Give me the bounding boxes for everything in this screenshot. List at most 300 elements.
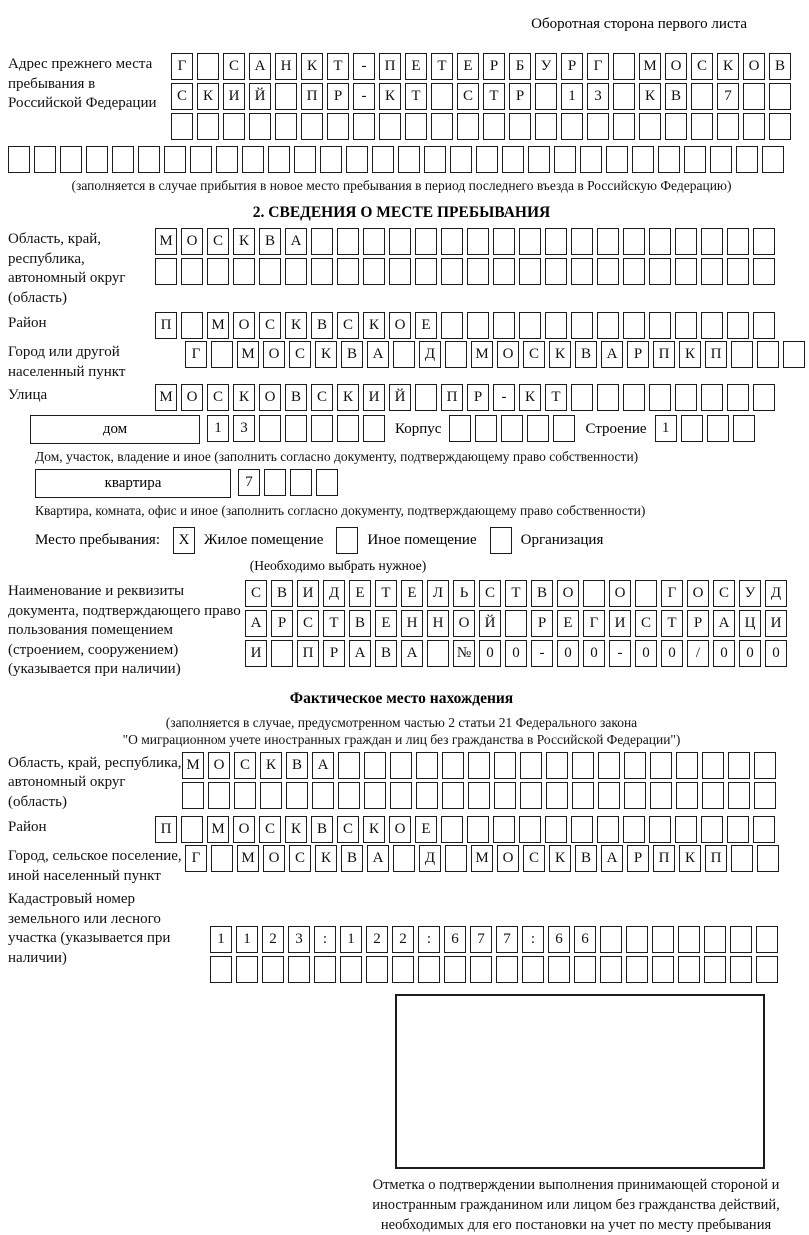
form-cell[interactable]: А (285, 228, 307, 255)
form-cell[interactable] (753, 384, 775, 411)
form-cell[interactable]: Й (479, 610, 501, 637)
form-cell[interactable] (337, 258, 359, 285)
form-cell[interactable]: О (497, 341, 519, 368)
form-cell[interactable]: Д (765, 580, 787, 607)
form-cell[interactable]: 0 (765, 640, 787, 667)
form-cell[interactable] (623, 258, 645, 285)
form-cell[interactable]: Г (661, 580, 683, 607)
form-cell[interactable] (613, 53, 635, 80)
form-cell[interactable] (416, 782, 438, 809)
form-cell[interactable] (675, 384, 697, 411)
form-cell[interactable] (467, 816, 489, 843)
form-cell[interactable]: 0 (557, 640, 579, 667)
form-cell[interactable] (390, 782, 412, 809)
form-cell[interactable]: Т (661, 610, 683, 637)
form-cell[interactable] (727, 384, 749, 411)
form-cell[interactable] (704, 926, 726, 953)
form-cell[interactable] (730, 956, 752, 983)
form-cell[interactable]: С (457, 83, 479, 110)
form-cell[interactable]: С (635, 610, 657, 637)
form-cell[interactable] (494, 782, 516, 809)
form-cell[interactable] (635, 580, 657, 607)
form-cell[interactable]: О (557, 580, 579, 607)
form-cell[interactable]: С (337, 312, 359, 339)
form-cell[interactable]: 1 (236, 926, 258, 953)
form-cell[interactable]: 3 (233, 415, 255, 442)
form-cell[interactable]: С (207, 228, 229, 255)
form-cell[interactable] (493, 258, 515, 285)
form-cell[interactable]: К (197, 83, 219, 110)
stay-type-checkbox-1[interactable]: X (173, 527, 195, 554)
form-cell[interactable] (314, 956, 336, 983)
form-cell[interactable]: В (769, 53, 791, 80)
form-cell[interactable] (675, 258, 697, 285)
form-cell[interactable]: Р (323, 640, 345, 667)
form-cell[interactable] (571, 816, 593, 843)
form-cell[interactable] (242, 146, 264, 173)
form-cell[interactable] (762, 146, 784, 173)
form-cell[interactable]: А (249, 53, 271, 80)
form-cell[interactable]: В (349, 610, 371, 637)
form-cell[interactable] (727, 228, 749, 255)
form-cell[interactable] (353, 113, 375, 140)
form-cell[interactable] (528, 146, 550, 173)
form-cell[interactable]: : (418, 926, 440, 953)
form-cell[interactable]: И (297, 580, 319, 607)
form-cell[interactable] (418, 956, 440, 983)
form-cell[interactable]: Д (419, 845, 441, 872)
form-cell[interactable] (501, 415, 523, 442)
form-cell[interactable] (60, 146, 82, 173)
form-cell[interactable] (545, 228, 567, 255)
form-cell[interactable] (519, 816, 541, 843)
form-cell[interactable] (731, 341, 753, 368)
form-cell[interactable] (312, 782, 334, 809)
stay-type-checkbox-2[interactable] (336, 527, 358, 554)
form-cell[interactable]: А (367, 845, 389, 872)
form-cell[interactable]: Е (415, 816, 437, 843)
form-cell[interactable]: И (223, 83, 245, 110)
form-cell[interactable] (658, 146, 680, 173)
form-cell[interactable]: К (639, 83, 661, 110)
form-cell[interactable] (623, 228, 645, 255)
form-cell[interactable] (754, 752, 776, 779)
form-cell[interactable] (675, 228, 697, 255)
form-cell[interactable]: Й (249, 83, 271, 110)
form-cell[interactable] (701, 228, 723, 255)
form-cell[interactable] (753, 258, 775, 285)
form-cell[interactable] (234, 782, 256, 809)
form-cell[interactable] (483, 113, 505, 140)
form-cell[interactable]: М (155, 384, 177, 411)
form-cell[interactable] (392, 956, 414, 983)
form-cell[interactable] (727, 312, 749, 339)
form-cell[interactable]: К (549, 845, 571, 872)
form-cell[interactable]: А (349, 640, 371, 667)
form-cell[interactable]: 7 (238, 469, 260, 496)
form-cell[interactable] (445, 341, 467, 368)
form-cell[interactable] (676, 782, 698, 809)
stay-type-checkbox-3[interactable] (490, 527, 512, 554)
form-cell[interactable] (442, 782, 464, 809)
form-cell[interactable]: К (337, 384, 359, 411)
form-cell[interactable] (571, 384, 593, 411)
form-cell[interactable] (275, 83, 297, 110)
form-cell[interactable]: В (311, 816, 333, 843)
form-cell[interactable] (259, 415, 281, 442)
form-cell[interactable] (678, 956, 700, 983)
form-cell[interactable]: И (363, 384, 385, 411)
form-cell[interactable]: П (705, 845, 727, 872)
form-cell[interactable] (613, 113, 635, 140)
form-cell[interactable]: Г (587, 53, 609, 80)
form-cell[interactable] (476, 146, 498, 173)
form-cell[interactable]: И (765, 610, 787, 637)
form-cell[interactable]: К (717, 53, 739, 80)
form-cell[interactable]: П (301, 83, 323, 110)
form-cell[interactable]: С (223, 53, 245, 80)
form-cell[interactable] (546, 782, 568, 809)
form-cell[interactable] (613, 83, 635, 110)
form-cell[interactable]: О (687, 580, 709, 607)
form-cell[interactable]: Т (405, 83, 427, 110)
form-cell[interactable] (649, 228, 671, 255)
form-cell[interactable] (597, 816, 619, 843)
form-cell[interactable] (756, 956, 778, 983)
form-cell[interactable]: Р (483, 53, 505, 80)
form-cell[interactable]: 2 (392, 926, 414, 953)
form-cell[interactable] (546, 752, 568, 779)
form-cell[interactable] (783, 341, 805, 368)
form-cell[interactable] (216, 146, 238, 173)
form-cell[interactable] (727, 258, 749, 285)
form-cell[interactable]: К (363, 312, 385, 339)
form-cell[interactable]: С (259, 312, 281, 339)
form-cell[interactable] (535, 113, 557, 140)
form-cell[interactable] (288, 956, 310, 983)
form-cell[interactable] (587, 113, 609, 140)
form-cell[interactable] (583, 580, 605, 607)
form-cell[interactable]: Р (467, 384, 489, 411)
form-cell[interactable]: Р (531, 610, 553, 637)
form-cell[interactable] (675, 816, 697, 843)
form-cell[interactable] (164, 146, 186, 173)
form-cell[interactable] (753, 228, 775, 255)
form-cell[interactable] (337, 228, 359, 255)
form-cell[interactable]: 7 (717, 83, 739, 110)
form-cell[interactable] (441, 312, 463, 339)
form-cell[interactable]: П (441, 384, 463, 411)
form-cell[interactable] (449, 415, 471, 442)
form-cell[interactable] (649, 258, 671, 285)
form-cell[interactable] (346, 146, 368, 173)
form-cell[interactable]: Р (627, 845, 649, 872)
form-cell[interactable]: П (705, 341, 727, 368)
form-cell[interactable]: У (739, 580, 761, 607)
form-cell[interactable]: С (523, 845, 545, 872)
form-cell[interactable] (210, 956, 232, 983)
form-cell[interactable] (311, 415, 333, 442)
form-cell[interactable] (441, 258, 463, 285)
form-cell[interactable]: 0 (713, 640, 735, 667)
form-cell[interactable]: С (713, 580, 735, 607)
form-cell[interactable] (684, 146, 706, 173)
form-cell[interactable] (730, 926, 752, 953)
form-cell[interactable] (364, 782, 386, 809)
form-cell[interactable]: О (453, 610, 475, 637)
form-cell[interactable] (493, 312, 515, 339)
form-cell[interactable]: А (401, 640, 423, 667)
form-cell[interactable] (623, 384, 645, 411)
form-cell[interactable]: И (245, 640, 267, 667)
form-cell[interactable] (389, 258, 411, 285)
form-cell[interactable] (519, 258, 541, 285)
form-cell[interactable]: С (479, 580, 501, 607)
form-cell[interactable] (294, 146, 316, 173)
form-cell[interactable]: Р (627, 341, 649, 368)
form-cell[interactable]: Р (271, 610, 293, 637)
form-cell[interactable]: № (453, 640, 475, 667)
form-cell[interactable] (691, 113, 713, 140)
form-cell[interactable]: : (522, 926, 544, 953)
form-cell[interactable]: С (311, 384, 333, 411)
form-cell[interactable] (424, 146, 446, 173)
form-cell[interactable]: К (379, 83, 401, 110)
form-cell[interactable]: К (301, 53, 323, 80)
form-cell[interactable]: - (353, 53, 375, 80)
form-cell[interactable] (520, 782, 542, 809)
form-cell[interactable]: Г (185, 845, 207, 872)
form-cell[interactable] (710, 146, 732, 173)
form-cell[interactable] (171, 113, 193, 140)
form-cell[interactable]: К (679, 845, 701, 872)
form-cell[interactable] (138, 146, 160, 173)
form-cell[interactable] (393, 845, 415, 872)
form-cell[interactable] (652, 956, 674, 983)
form-cell[interactable] (597, 384, 619, 411)
form-cell[interactable] (211, 845, 233, 872)
form-cell[interactable]: Е (415, 312, 437, 339)
form-cell[interactable]: 0 (661, 640, 683, 667)
form-cell[interactable]: Е (349, 580, 371, 607)
form-cell[interactable]: М (237, 845, 259, 872)
form-cell[interactable]: Т (545, 384, 567, 411)
form-cell[interactable] (707, 415, 729, 442)
form-cell[interactable] (736, 146, 758, 173)
form-cell[interactable]: 3 (587, 83, 609, 110)
form-cell[interactable] (290, 469, 312, 496)
form-cell[interactable] (731, 845, 753, 872)
form-cell[interactable]: Ь (453, 580, 475, 607)
form-cell[interactable]: О (181, 228, 203, 255)
form-cell[interactable] (236, 956, 258, 983)
form-cell[interactable]: 7 (470, 926, 492, 953)
form-cell[interactable] (415, 228, 437, 255)
form-cell[interactable]: С (245, 580, 267, 607)
form-cell[interactable] (649, 384, 671, 411)
form-cell[interactable] (389, 228, 411, 255)
form-cell[interactable]: В (286, 752, 308, 779)
form-cell[interactable] (262, 956, 284, 983)
form-cell[interactable]: А (601, 845, 623, 872)
form-cell[interactable]: С (234, 752, 256, 779)
form-cell[interactable] (450, 146, 472, 173)
form-cell[interactable] (405, 113, 427, 140)
form-cell[interactable] (650, 752, 672, 779)
form-cell[interactable]: О (665, 53, 687, 80)
form-cell[interactable]: Б (509, 53, 531, 80)
form-cell[interactable] (520, 752, 542, 779)
form-cell[interactable]: Е (401, 580, 423, 607)
form-cell[interactable] (572, 752, 594, 779)
form-cell[interactable] (580, 146, 602, 173)
form-cell[interactable] (649, 816, 671, 843)
form-cell[interactable] (754, 782, 776, 809)
form-cell[interactable] (275, 113, 297, 140)
form-cell[interactable] (701, 384, 723, 411)
form-cell[interactable] (675, 312, 697, 339)
form-cell[interactable] (260, 782, 282, 809)
form-cell[interactable] (181, 312, 203, 339)
form-cell[interactable]: В (531, 580, 553, 607)
form-cell[interactable]: Е (405, 53, 427, 80)
form-cell[interactable] (415, 384, 437, 411)
form-cell[interactable] (496, 956, 518, 983)
form-cell[interactable]: В (259, 228, 281, 255)
form-cell[interactable] (598, 752, 620, 779)
form-cell[interactable] (393, 341, 415, 368)
form-cell[interactable]: 6 (574, 926, 596, 953)
form-cell[interactable]: Г (171, 53, 193, 80)
form-cell[interactable]: М (207, 312, 229, 339)
form-cell[interactable] (468, 752, 490, 779)
form-cell[interactable] (502, 146, 524, 173)
form-cell[interactable] (457, 113, 479, 140)
form-cell[interactable] (286, 782, 308, 809)
form-cell[interactable]: А (312, 752, 334, 779)
form-cell[interactable] (678, 926, 700, 953)
form-cell[interactable] (681, 415, 703, 442)
form-cell[interactable]: Р (327, 83, 349, 110)
form-cell[interactable]: О (263, 341, 285, 368)
form-cell[interactable]: - (493, 384, 515, 411)
form-cell[interactable]: 0 (505, 640, 527, 667)
form-cell[interactable]: Е (457, 53, 479, 80)
form-cell[interactable] (650, 782, 672, 809)
form-cell[interactable] (522, 956, 544, 983)
form-cell[interactable]: В (341, 341, 363, 368)
form-cell[interactable]: Т (327, 53, 349, 80)
form-cell[interactable]: К (315, 845, 337, 872)
form-cell[interactable] (733, 415, 755, 442)
form-cell[interactable]: - (609, 640, 631, 667)
form-cell[interactable]: 2 (262, 926, 284, 953)
form-cell[interactable] (431, 113, 453, 140)
form-cell[interactable] (606, 146, 628, 173)
form-cell[interactable]: Ц (739, 610, 761, 637)
form-cell[interactable]: Р (561, 53, 583, 80)
form-cell[interactable] (571, 312, 593, 339)
form-cell[interactable] (182, 782, 204, 809)
form-cell[interactable] (363, 415, 385, 442)
form-cell[interactable] (327, 113, 349, 140)
form-cell[interactable]: Й (389, 384, 411, 411)
form-cell[interactable]: М (155, 228, 177, 255)
form-cell[interactable]: 0 (635, 640, 657, 667)
form-cell[interactable]: К (549, 341, 571, 368)
form-cell[interactable]: М (207, 816, 229, 843)
form-cell[interactable] (181, 258, 203, 285)
form-cell[interactable] (665, 113, 687, 140)
form-cell[interactable]: В (375, 640, 397, 667)
form-cell[interactable]: Т (483, 83, 505, 110)
form-cell[interactable] (757, 341, 779, 368)
form-cell[interactable]: В (575, 341, 597, 368)
form-cell[interactable] (571, 258, 593, 285)
form-cell[interactable] (337, 415, 359, 442)
form-cell[interactable] (444, 956, 466, 983)
form-cell[interactable] (223, 113, 245, 140)
form-cell[interactable]: С (523, 341, 545, 368)
form-cell[interactable]: В (311, 312, 333, 339)
form-cell[interactable] (600, 956, 622, 983)
form-cell[interactable]: П (379, 53, 401, 80)
form-cell[interactable] (112, 146, 134, 173)
form-cell[interactable]: С (297, 610, 319, 637)
form-cell[interactable]: Т (505, 580, 527, 607)
form-cell[interactable] (649, 312, 671, 339)
form-cell[interactable]: П (653, 341, 675, 368)
form-cell[interactable] (574, 956, 596, 983)
form-cell[interactable]: 1 (561, 83, 583, 110)
form-cell[interactable]: В (285, 384, 307, 411)
form-cell[interactable] (285, 415, 307, 442)
form-cell[interactable]: 1 (340, 926, 362, 953)
form-cell[interactable] (493, 228, 515, 255)
form-cell[interactable] (493, 816, 515, 843)
form-cell[interactable]: П (155, 312, 177, 339)
form-cell[interactable]: А (713, 610, 735, 637)
form-cell[interactable] (702, 752, 724, 779)
form-cell[interactable]: О (259, 384, 281, 411)
form-cell[interactable]: К (233, 228, 255, 255)
form-cell[interactable] (509, 113, 531, 140)
form-cell[interactable] (757, 845, 779, 872)
form-cell[interactable] (753, 312, 775, 339)
form-cell[interactable] (597, 258, 619, 285)
form-cell[interactable] (743, 83, 765, 110)
form-cell[interactable]: 2 (366, 926, 388, 953)
form-cell[interactable] (600, 926, 622, 953)
form-cell[interactable]: С (289, 341, 311, 368)
form-cell[interactable]: - (353, 83, 375, 110)
form-cell[interactable]: 3 (288, 926, 310, 953)
form-cell[interactable] (753, 816, 775, 843)
form-cell[interactable] (372, 146, 394, 173)
form-cell[interactable] (268, 146, 290, 173)
form-cell[interactable]: А (245, 610, 267, 637)
form-cell[interactable]: М (471, 341, 493, 368)
form-cell[interactable]: И (609, 610, 631, 637)
form-cell[interactable] (431, 83, 453, 110)
form-cell[interactable]: С (171, 83, 193, 110)
form-cell[interactable]: / (687, 640, 709, 667)
form-cell[interactable] (727, 816, 749, 843)
form-cell[interactable] (301, 113, 323, 140)
form-cell[interactable] (704, 956, 726, 983)
form-cell[interactable] (415, 258, 437, 285)
form-cell[interactable]: 0 (583, 640, 605, 667)
